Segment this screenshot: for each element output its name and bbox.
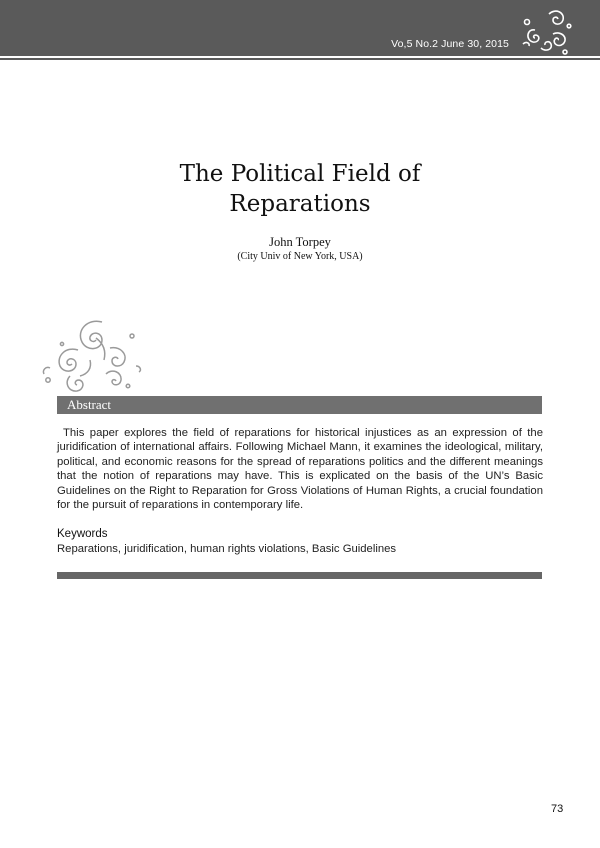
abstract-heading: Abstract: [67, 397, 112, 412]
section-divider: [57, 572, 542, 579]
keywords-list: Reparations, juridification, human rights violations, Basic Guidelines: [57, 543, 397, 555]
header-band: [0, 0, 600, 56]
article-title-line-2: Reparations: [229, 191, 371, 217]
abstract-heading-bar: [57, 396, 542, 414]
swirl-ornament-icon: [517, 4, 577, 58]
keywords-heading: Keywords: [57, 528, 108, 540]
page-number: 73: [551, 803, 564, 815]
decorative-swirl-icon: [40, 314, 148, 400]
header-divider: [0, 58, 600, 60]
author-affiliation: (City Univ of New York, USA): [237, 251, 363, 262]
issue-info: Vo,5 No.2 June 30, 2015: [391, 38, 509, 50]
article-title-line-1: The Political Field of: [179, 161, 421, 187]
abstract-body: This paper explores the field of reparations for historical injustices as an expression of the juridification of international affairs. Following Michael Mann, it examines the ideological, military, political, and economic reasons for the spread of reparations politics and the different meanings that the notion of reparations may have. This is explicated on the basis of the UN’s Basic Guidelines on the Right to Reparation for Gross Violations of Human Rights, a crucial foundation for the pursuit of reparations in contemporary life.: [57, 427, 543, 512]
author-name: John Torpey: [269, 235, 331, 249]
